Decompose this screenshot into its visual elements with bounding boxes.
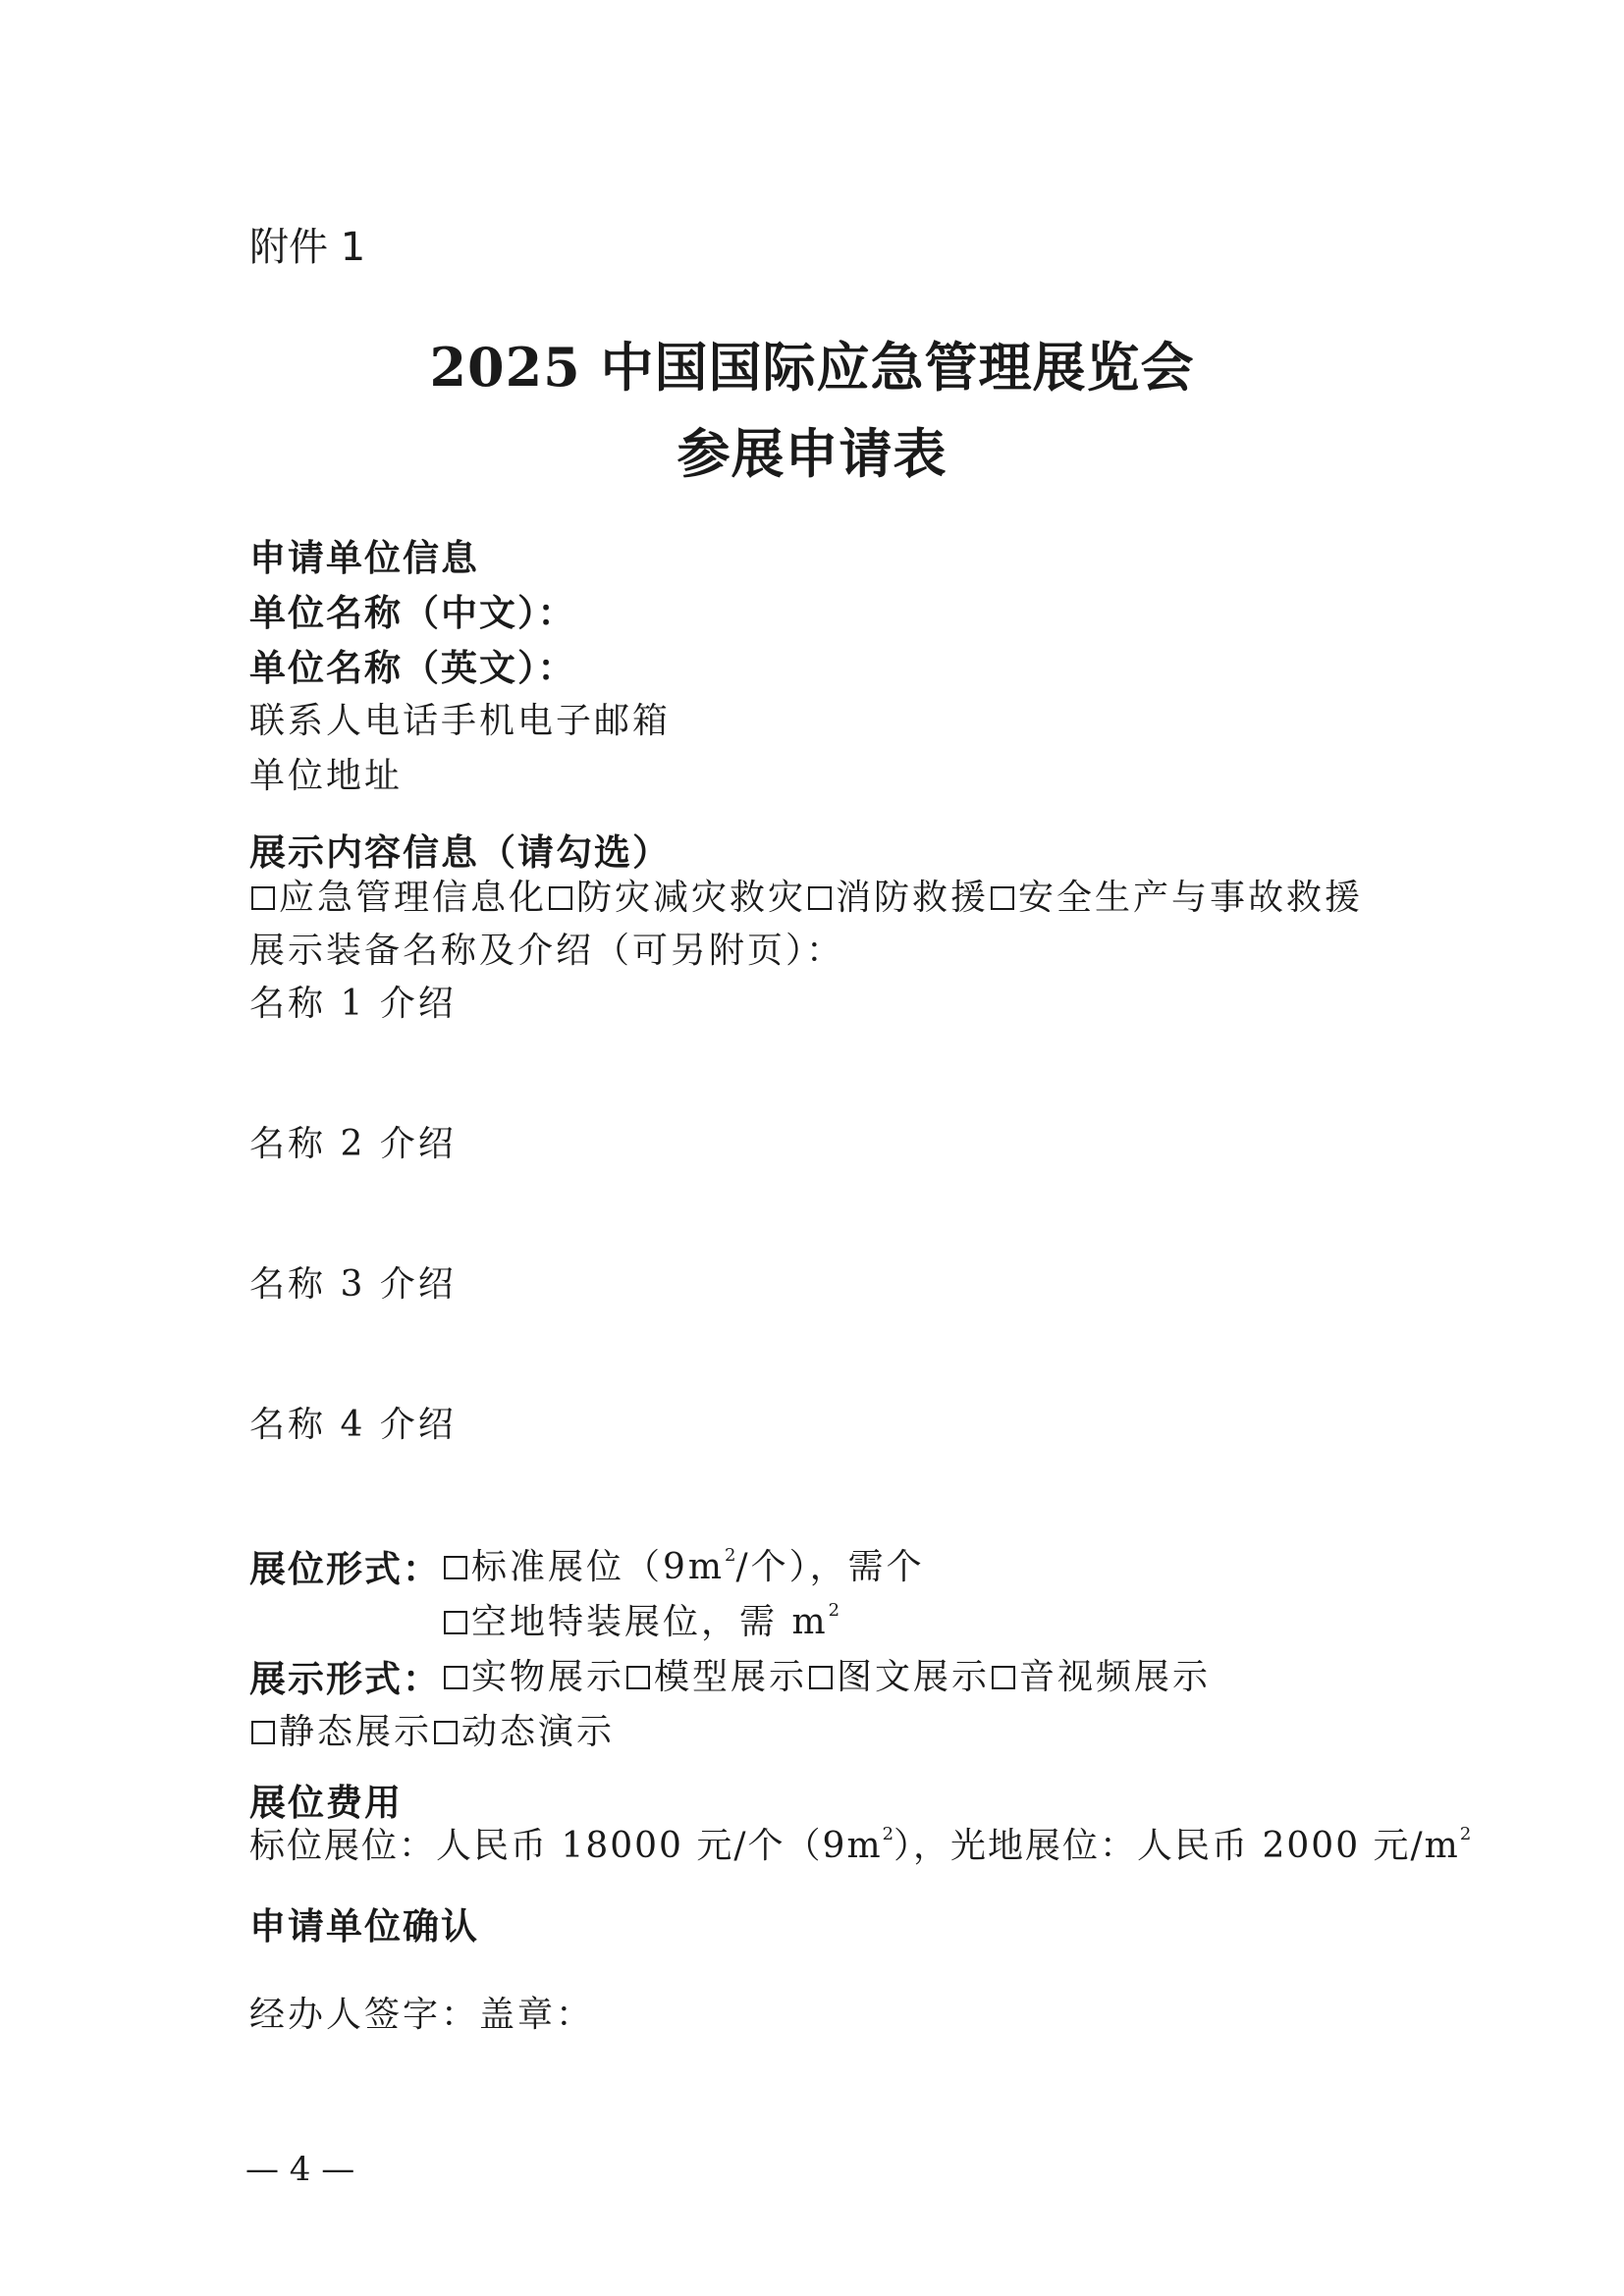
- superscript: 2: [725, 1545, 736, 1566]
- checkbox-safety-production[interactable]: [991, 886, 1014, 910]
- checkbox-raw-space-booth[interactable]: [444, 1611, 467, 1634]
- unit-name-cn-label: 单位名称（中文）：: [249, 592, 576, 634]
- checkbox-physical-display[interactable]: [444, 1666, 467, 1689]
- display-options-row2: [249, 1704, 615, 1754]
- superscript: 2: [828, 1600, 840, 1621]
- checkbox-static-display[interactable]: [251, 1721, 275, 1744]
- exhibit-item-4: 名称 4 介绍: [249, 1405, 457, 1445]
- checkbox-emergency-informatization[interactable]: [251, 886, 275, 910]
- display-form-label: 展示形式：: [249, 1658, 441, 1700]
- checkbox-fire-rescue[interactable]: [808, 886, 832, 910]
- display-option-label: 实物展示: [471, 1657, 625, 1697]
- display-option-label: 模型展示: [654, 1657, 808, 1697]
- fees-text-a: 标位展位：人民币 18000 元/个（9m: [249, 1826, 883, 1866]
- fees-text-b: ），光地展位：人民币 2000 元/m: [893, 1826, 1460, 1866]
- exhibit-item-3: 名称 3 介绍: [249, 1264, 457, 1305]
- equipment-label: 展示装备名称及介绍（可另附页）：: [249, 931, 845, 971]
- unit-name-en-label: 单位名称（英文）：: [249, 647, 576, 689]
- document-title: 2025 中国国际应急管理展览会: [429, 336, 1195, 399]
- display-option-label: 图文展示: [837, 1657, 991, 1697]
- category-options: [249, 870, 1363, 920]
- category-label: 消防救援: [836, 878, 990, 918]
- booth-form-label: 展位形式：: [249, 1548, 441, 1590]
- display-option-label: 音视频展示: [1019, 1657, 1212, 1697]
- checkbox-av-display[interactable]: [992, 1666, 1015, 1689]
- display-option-label: 静态展示: [279, 1712, 433, 1752]
- document-subtitle: 参展申请表: [677, 422, 947, 485]
- standard-booth-tail: /个），需个: [735, 1547, 925, 1587]
- category-label: 防灾减灾救灾: [576, 878, 807, 918]
- display-options-row1: [442, 1649, 1211, 1699]
- exhibit-item-1: 名称 1 介绍: [249, 984, 457, 1024]
- display-option-label: 动态演示: [461, 1712, 616, 1752]
- address-label: 单位地址: [249, 756, 404, 796]
- category-label: 应急管理信息化: [279, 878, 548, 918]
- booth-raw-option: [442, 1594, 839, 1644]
- contact-label: 联系人电话手机电子邮箱: [249, 701, 672, 741]
- checkbox-disaster-prevention[interactable]: [549, 886, 572, 910]
- booth-standard-option: [442, 1539, 925, 1589]
- applicant-info-heading: 申请单位信息: [249, 537, 479, 579]
- fees-heading: 展位费用: [249, 1782, 403, 1824]
- signature-label: 经办人签字：盖章：: [249, 1995, 595, 2035]
- exhibit-item-2: 名称 2 介绍: [249, 1124, 457, 1164]
- fees-text: [249, 1818, 1471, 1868]
- superscript: 2: [882, 1824, 894, 1844]
- category-label: 安全生产与事故救援: [1018, 878, 1364, 918]
- attachment-label: 附件 1: [249, 225, 366, 270]
- superscript: 2: [1459, 1824, 1472, 1844]
- checkbox-graphic-display[interactable]: [809, 1666, 833, 1689]
- checkbox-standard-booth[interactable]: [444, 1556, 467, 1579]
- checkbox-model-display[interactable]: [626, 1666, 650, 1689]
- confirmation-heading: 申请单位确认: [249, 1905, 479, 1948]
- raw-space-booth-text: 空地特装展位，需 m: [471, 1602, 829, 1642]
- page-number: — 4 —: [245, 2150, 355, 2189]
- standard-booth-text: 标准展位（9m: [471, 1547, 726, 1587]
- checkbox-dynamic-demo[interactable]: [434, 1721, 458, 1744]
- exhibit-content-heading: 展示内容信息（请勾选）: [249, 831, 671, 874]
